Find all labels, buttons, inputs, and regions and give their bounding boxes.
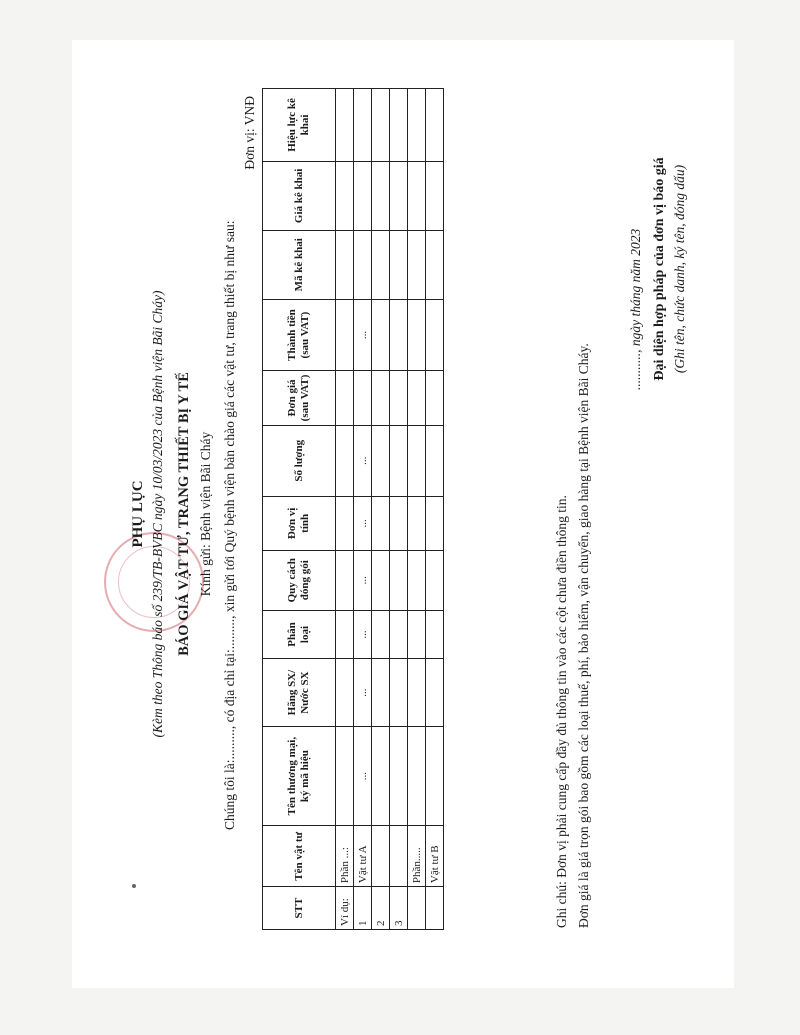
cell bbox=[336, 230, 354, 299]
cell bbox=[408, 425, 426, 496]
cell bbox=[390, 425, 408, 496]
cell bbox=[336, 425, 354, 496]
cell bbox=[354, 161, 372, 230]
cell bbox=[372, 230, 390, 299]
cell bbox=[408, 610, 426, 659]
cell-total: ... bbox=[354, 299, 372, 371]
cell bbox=[426, 659, 444, 726]
cell-stt: 3 bbox=[390, 887, 408, 930]
cell bbox=[372, 161, 390, 230]
header-manufacturer: Hãng SX/ Nước SX bbox=[263, 659, 336, 726]
cell bbox=[390, 230, 408, 299]
header-declaration-validity: Hiệu lực kê khai bbox=[263, 89, 336, 162]
cell-item-name: Phần..... bbox=[408, 826, 426, 887]
header-declaration-code: Mã kê khai bbox=[263, 230, 336, 299]
cell bbox=[390, 659, 408, 726]
header-unit: Đơn vị tính bbox=[263, 496, 336, 550]
currency-unit: Đơn vị: VNĐ bbox=[242, 96, 257, 170]
cell bbox=[426, 425, 444, 496]
cell-quantity: ... bbox=[354, 425, 372, 496]
header-packaging: Quy cách đóng gói bbox=[263, 550, 336, 610]
rotated-content bbox=[72, 40, 734, 988]
cell bbox=[372, 726, 390, 826]
cell bbox=[390, 161, 408, 230]
table-row bbox=[390, 89, 408, 930]
cell-item-name: Vật tư B bbox=[426, 826, 444, 887]
cell bbox=[336, 726, 354, 826]
cell bbox=[408, 496, 426, 550]
cell bbox=[408, 161, 426, 230]
cell bbox=[372, 496, 390, 550]
header-total: Thành tiền (sau VAT) bbox=[263, 299, 336, 371]
note-line-1: Ghi chú: Đơn vị phải cung cấp đầy đủ thông tin vào các cột chưa điền thông tin. bbox=[554, 495, 569, 928]
note-line-2: Đơn giá là giá trọn gói bao gồm các loại thuế, phí, bảo hiểm, vận chuyển, giao hàng tại Bệnh viện Bãi Cháy. bbox=[576, 343, 591, 928]
cell bbox=[390, 826, 408, 887]
signatory-title: Đại diện hợp pháp của đơn vị báo giá bbox=[652, 157, 667, 381]
table-header-row bbox=[263, 89, 336, 930]
cell bbox=[426, 299, 444, 371]
header-classification: Phân loại bbox=[263, 610, 336, 659]
cell-stt: 2 bbox=[372, 887, 390, 930]
header-item-name: Tên vật tư bbox=[263, 826, 336, 887]
cell bbox=[408, 659, 426, 726]
cell bbox=[426, 230, 444, 299]
signatory-note: (Ghi tên, chức danh, ký tên, đóng dấu) bbox=[672, 164, 687, 374]
cell bbox=[390, 89, 408, 162]
intro-line: Chúng tôi là:........., có địa chỉ tại:........., xin gửi tới Quý bệnh viện bản chào giá các vật tư, trang thiết bị như sau: bbox=[222, 220, 237, 830]
cell bbox=[408, 230, 426, 299]
cell-item-name: Vật tư A bbox=[354, 826, 372, 887]
cell-classification: ... bbox=[354, 610, 372, 659]
cell-stt: 1 bbox=[354, 887, 372, 930]
cell bbox=[390, 371, 408, 425]
cell bbox=[390, 299, 408, 371]
cell bbox=[408, 887, 426, 930]
cell bbox=[336, 610, 354, 659]
doc-title: PHỤ LỤC bbox=[130, 480, 146, 548]
cell bbox=[408, 371, 426, 425]
document-page bbox=[72, 40, 734, 988]
cell bbox=[390, 610, 408, 659]
cell-trade-name: ... bbox=[354, 726, 372, 826]
cell-manufacturer: ... bbox=[354, 659, 372, 726]
cell bbox=[372, 610, 390, 659]
header-unit-price: Đơn giá (sau VAT) bbox=[263, 371, 336, 425]
cell bbox=[336, 496, 354, 550]
cell bbox=[426, 496, 444, 550]
cell bbox=[336, 371, 354, 425]
cell bbox=[372, 299, 390, 371]
date-line: ..........., ngày tháng năm 2023 bbox=[628, 228, 643, 390]
table-row bbox=[372, 89, 390, 930]
header-trade-name: Tên thương mại, ký mã hiệu bbox=[263, 726, 336, 826]
cell bbox=[426, 610, 444, 659]
cell bbox=[390, 550, 408, 610]
table-row bbox=[354, 89, 372, 930]
cell bbox=[372, 826, 390, 887]
cell bbox=[372, 89, 390, 162]
cell bbox=[408, 89, 426, 162]
cell bbox=[390, 726, 408, 826]
cell-unit-price bbox=[354, 371, 372, 425]
table-row bbox=[426, 89, 444, 930]
cell bbox=[336, 659, 354, 726]
cell bbox=[336, 299, 354, 371]
header-stt: STT bbox=[263, 887, 336, 930]
cell bbox=[372, 371, 390, 425]
cell-packaging: ... bbox=[354, 550, 372, 610]
cell bbox=[354, 230, 372, 299]
quote-table-container bbox=[262, 88, 444, 930]
cell bbox=[372, 550, 390, 610]
quote-table bbox=[262, 88, 444, 930]
table-row bbox=[408, 89, 426, 930]
doc-heading: BÁO GIÁ VẬT TƯ, TRANG THIẾT BỊ Y TẾ bbox=[176, 372, 192, 656]
cell-stt: Ví dụ: bbox=[336, 887, 354, 930]
cell bbox=[336, 89, 354, 162]
cell bbox=[426, 371, 444, 425]
doc-subtitle: (Kèm theo Thông báo số 239/TB-BVBC ngày 10/03/2023 của Bệnh viện Bãi Cháy) bbox=[150, 290, 165, 738]
cell-unit: ... bbox=[354, 496, 372, 550]
table-row bbox=[336, 89, 354, 930]
cell bbox=[408, 299, 426, 371]
cell bbox=[426, 161, 444, 230]
cell bbox=[408, 726, 426, 826]
cell bbox=[426, 550, 444, 610]
cell bbox=[354, 89, 372, 162]
cell bbox=[336, 550, 354, 610]
cell bbox=[336, 161, 354, 230]
header-declared-price: Giá kê khai bbox=[263, 161, 336, 230]
cell bbox=[408, 550, 426, 610]
cell bbox=[426, 726, 444, 826]
cell-item-name: Phần ...: bbox=[336, 826, 354, 887]
cell bbox=[372, 659, 390, 726]
header-quantity: Số lượng bbox=[263, 425, 336, 496]
cell bbox=[426, 89, 444, 162]
cell bbox=[372, 425, 390, 496]
cell bbox=[426, 887, 444, 930]
cell bbox=[390, 496, 408, 550]
recipient-line: Kính gửi: Bệnh viện Bãi Cháy bbox=[198, 431, 213, 597]
